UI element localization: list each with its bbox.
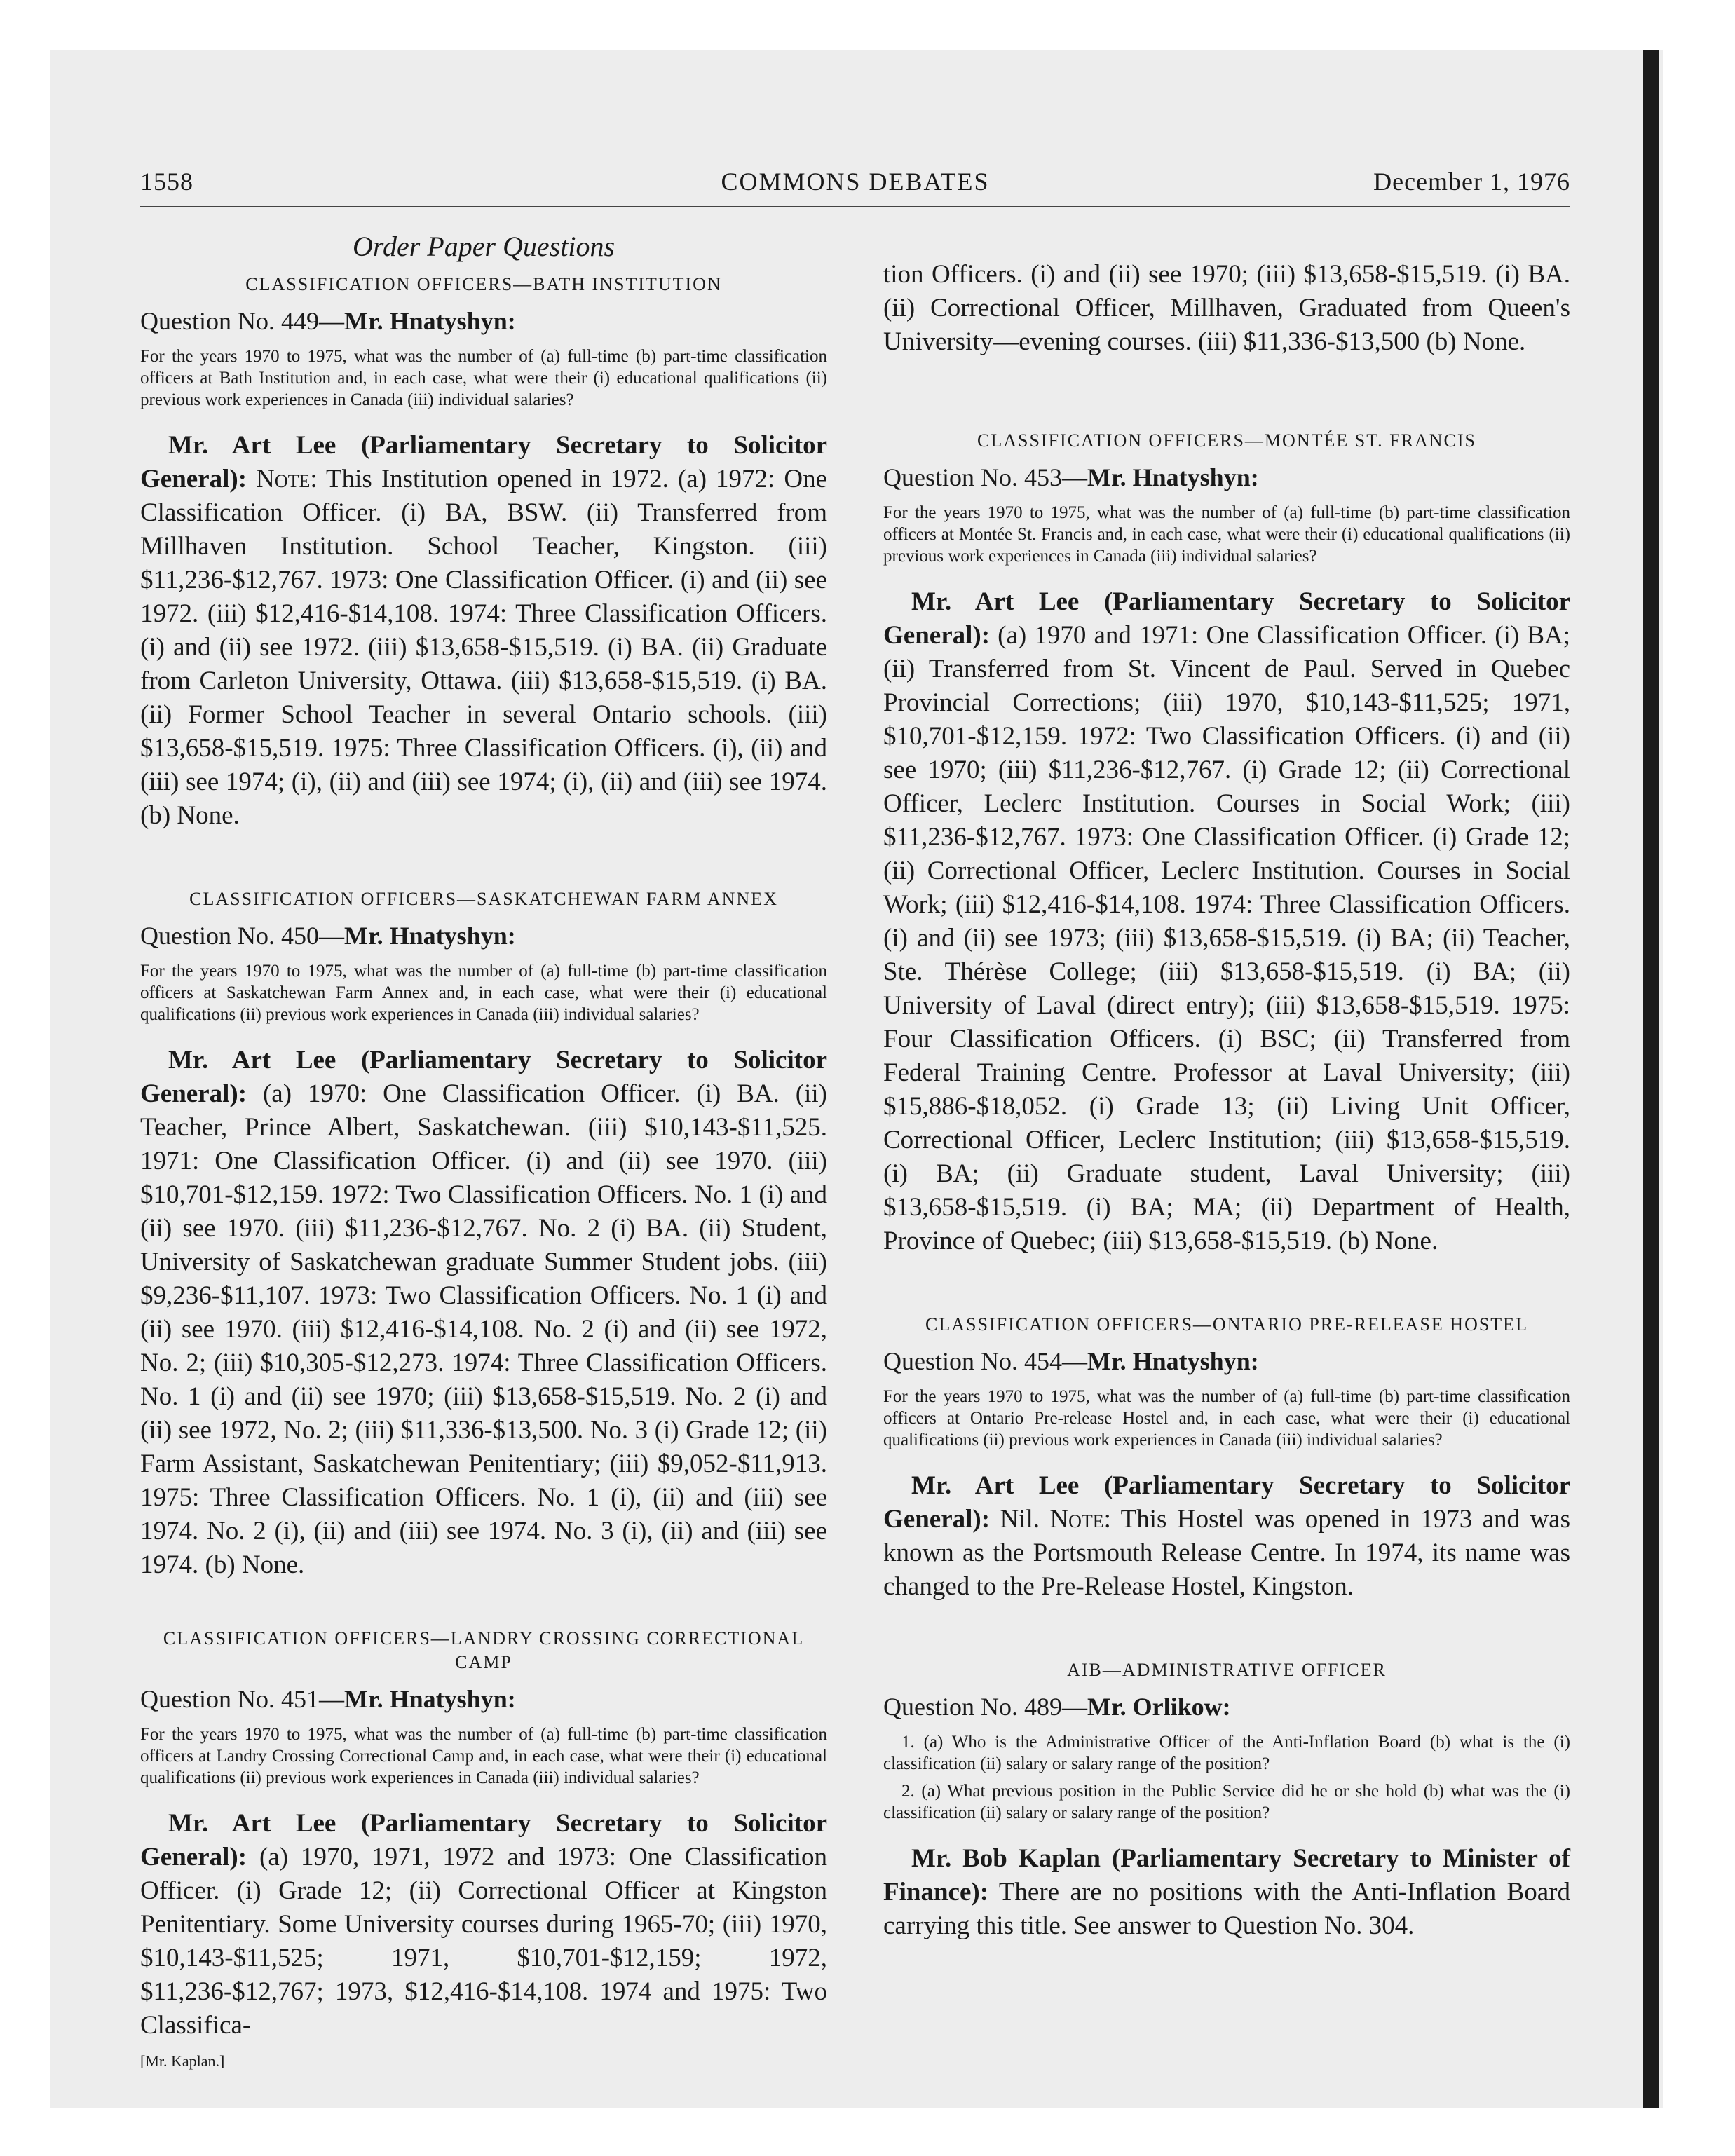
question-number: Question No. 489— bbox=[883, 1693, 1087, 1721]
answer-453 bbox=[883, 585, 1570, 1258]
question-453-heading bbox=[883, 463, 1570, 492]
answer-489 bbox=[883, 1842, 1570, 1943]
question-450-text: For the years 1970 to 1975, what was the number of (a) full-time (b) part-time classification officers at Saskatchewan Farm Annex and, in each case, what were their (i) educational qualifications (ii) previous work experiences in Canada (iii) individual salaries? bbox=[140, 962, 827, 1024]
left-column bbox=[140, 216, 827, 2070]
publication-title: COMMONS DEBATES bbox=[721, 168, 990, 196]
section-title-449: CLASSIFICATION OFFICERS—BATH INSTITUTION bbox=[245, 274, 722, 294]
answer-451 bbox=[140, 1807, 827, 2042]
answer-text: (a) 1970 and 1971: One Classification Officer. (i) BA; (ii) Transferred from St. Vincent de Paul. Served in Quebec Provincial Corrections; (iii) 1970, $10,143-$11,525; 1971, $10,701-$12,159. 1972: Two Classification Officers. (i) and (ii) see 1970; (iii) $11,236-$12,767. (i) Grade 12; (ii) Correctional Officer, Leclerc Institution. Courses in Social Work; (iii) $11,236-$12,767. 1973: One Classification Officer. (i) Grade 12; (ii) Correctional Officer, Leclerc Institution. Courses in Social Work; (iii) $12,416-$14,108. 1974: Three Classification Officers. (i) and (ii) see 1973; (iii) $13,658-$15,519. (i) BA; (ii) Teacher, Ste. Thérèse College; (iii) $13,658-$15,519. (i) BA; (ii) University of Laval (direct entry); (iii) $13,658-$15,519. 1975: Four Classification Officers. (i) BSC; (ii) Transferred from Federal Training Centre. Professor at Laval University; (iii) $15,886-$18,052. (i) Grade 13; (ii) Living Unit Officer, Correctional Officer, Leclerc Institution; (iii) $13,658-$15,519. (i) BA; (ii) Graduate student, Laval University; (iii) $13,658-$15,519. (i) BA; MA; (ii) Department of Health, Province of Quebec; (iii) $13,658-$15,519. (b) None. bbox=[883, 621, 1570, 1255]
answer-note-label: Note: bbox=[1049, 1505, 1111, 1534]
answer-text: (a) 1970, 1971, 1972 and 1973: One Classification Officer. (i) Grade 12; (ii) Correctional Officer at Kingston Penitentiary. Some University courses during 1965-70; (iii) 1970, $10,143-$11,525; 1971, $10,701-$12,159; 1972, $11,236-$12,767; 1973, $12,416-$14,108. 1974 and 1975: Two Classifica- bbox=[140, 1843, 828, 2040]
section-title-453: CLASSIFICATION OFFICERS—MONTÉE ST. FRANCIS bbox=[977, 430, 1476, 451]
answer-text: This Institution opened in 1972. (a) 1972: One Classification Officer. (i) BA, BSW. (ii) Transferred from Millhaven Institution. School Teacher, Kingston. (iii) $11,236-$12,767. 1973: One Classification Officer. (i) and (ii) see 1972. (iii) $12,416-$14,108. 1974: Three Classification Officers. (i) and (ii) see 1972. (iii) $13,658-$15,519. (i) BA. (ii) Graduate from Carleton University, Ottawa. (iii) $13,658-$15,519. (i) BA. (ii) Former School Teacher in several Ontario schools. (iii) $13,658-$15,519. 1975: Three Classification Officers. (i), (ii) and (iii) see 1974; (i), (ii) and (iii) see 1974; (i), (ii) and (iii) see 1974. (b) None. bbox=[140, 465, 828, 830]
answer-speaker: Mr. Art Lee (Parliamentary Secretary to Solicitor General): bbox=[883, 1471, 1570, 1534]
answer-note-label: Note: bbox=[256, 465, 318, 493]
footnote-speaker: [Mr. Kaplan.] bbox=[140, 2052, 225, 2070]
question-member: Mr. Hnatyshyn: bbox=[1087, 463, 1259, 491]
question-member: Mr. Hnatyshyn: bbox=[344, 922, 516, 950]
question-451-heading bbox=[140, 1684, 827, 1714]
answer-450 bbox=[140, 1044, 827, 1582]
answer-text: There are no positions with the Anti-Inflation Board carrying this title. See answer to Question No. 304. bbox=[883, 1878, 1570, 1940]
page-header bbox=[140, 167, 1570, 207]
question-member: Mr. Hnatyshyn: bbox=[344, 1685, 516, 1713]
question-489-part-1: 1. (a) Who is the Administrative Officer of the Anti-Inflation Board (b) what is the (i) classification (ii) salary or salary range of the position? bbox=[883, 1733, 1570, 1773]
question-454-heading bbox=[883, 1346, 1570, 1376]
answer-speaker: Mr. Art Lee (Parliamentary Secretary to Solicitor General): bbox=[883, 587, 1570, 650]
answer-speaker: Mr. Art Lee (Parliamentary Secretary to Solicitor General): bbox=[140, 431, 827, 493]
scanned-page bbox=[50, 50, 1663, 2108]
question-number: Question No. 454— bbox=[883, 1347, 1087, 1375]
question-member: Mr. Hnatyshyn: bbox=[1087, 1347, 1259, 1375]
question-451-text: For the years 1970 to 1975, what was the number of (a) full-time (b) part-time classification officers at Landry Crossing Correctional Camp and, in each case, what were their (i) educational qualifications (ii) previous work experiences in Canada (iii) individual salaries? bbox=[140, 1725, 827, 1787]
question-489-heading bbox=[883, 1692, 1570, 1721]
right-column bbox=[883, 258, 1570, 1943]
section-title-450: CLASSIFICATION OFFICERS—SASKATCHEWAN FARM ANNEX bbox=[189, 889, 778, 909]
question-449-heading bbox=[140, 306, 827, 336]
question-number: Question No. 450— bbox=[140, 922, 344, 950]
question-number: Question No. 449— bbox=[140, 307, 344, 335]
answer-text: This Hostel was opened in 1973 and was known as the Portsmouth Release Centre. In 1974, its name was changed to the Pre-Release Hostel, Kingston. bbox=[883, 1505, 1570, 1601]
question-449-text: For the years 1970 to 1975, what was the number of (a) full-time (b) part-time classification officers at Bath Institution and, in each case, what were their (i) educational qualifications (ii) previous work experiences in Canada (iii) individual salaries? bbox=[140, 347, 827, 409]
section-title-454: CLASSIFICATION OFFICERS—ONTARIO PRE-RELEASE HOSTEL bbox=[925, 1314, 1528, 1335]
answer-454 bbox=[883, 1469, 1570, 1604]
issue-date: December 1, 1976 bbox=[1373, 168, 1570, 196]
answer-pre: Nil. bbox=[1000, 1505, 1040, 1534]
answer-speaker: Mr. Bob Kaplan (Parliamentary Secretary to Minister of Finance): bbox=[883, 1844, 1570, 1906]
section-main-title: Order Paper Questions bbox=[352, 231, 615, 262]
page-number: 1558 bbox=[140, 168, 193, 196]
question-number: Question No. 451— bbox=[140, 1685, 344, 1713]
question-450-heading bbox=[140, 921, 827, 950]
question-member: Mr. Hnatyshyn: bbox=[344, 307, 516, 335]
question-489-part-2: 2. (a) What previous position in the Public Service did he or she hold (b) what was the (i) classification (ii) salary or salary range of the position? bbox=[883, 1782, 1570, 1822]
question-454-text: For the years 1970 to 1975, what was the number of (a) full-time (b) part-time classification officers at Ontario Pre-release Hostel and, in each case, what were their (i) educational qualifications (ii) previous work experiences in Canada (iii) individual salaries? bbox=[883, 1387, 1570, 1449]
binding-edge bbox=[1643, 50, 1659, 2108]
section-title-451: CLASSIFICATION OFFICERS—LANDRY CROSSING CORRECTIONAL CAMP bbox=[163, 1628, 805, 1672]
question-number: Question No. 453— bbox=[883, 463, 1087, 491]
question-member: Mr. Orlikow: bbox=[1087, 1693, 1231, 1721]
answer-text: (a) 1970: One Classification Officer. (i) BA. (ii) Teacher, Prince Albert, Saskatchewan. (iii) $10,143-$11,525. 1971: One Classification Officer. (i) and (ii) see 1970. (iii) $10,701-$12,159. 1972: Two Classification Officers. No. 1 (i) and (ii) see 1970. (iii) $11,236-$12,767. No. 2 (i) BA. (ii) Student, University of Saskatchewan graduate Summer Student jobs. (iii) $9,236-$11,107. 1973: Two Classification Officers. No. 1 (i) and (ii) see 1970. (iii) $12,416-$14,108. No. 2 (i) and (ii) see 1972, No. 2; (iii) $10,305-$12,273. 1974: Three Classification Officers. No. 1 (i) and (ii) see 1970; (iii) $13,658-$15,519. No. 2 (i) and (ii) see 1972, No. 2; (iii) $11,336-$13,500. No. 3 (i) Grade 12; (ii) Farm Assistant, Saskatchewan Penitentiary; (iii) $9,052-$11,913. 1975: Three Classification Officers. No. 1 (i), (ii) and (iii) see 1974. No. 2 (i), (ii) and (iii) see 1974. No. 3 (i), (ii) and (iii) see 1974. (b) None. bbox=[140, 1079, 827, 1579]
answer-449 bbox=[140, 429, 827, 833]
section-title-489: AIB—ADMINISTRATIVE OFFICER bbox=[1067, 1660, 1387, 1680]
answer-451-continued: tion Officers. (i) and (ii) see 1970; (iii) $13,658-$15,519. (i) BA. (ii) Correctional Officer, Millhaven, Graduated from Queen's University—evening courses. (iii) $11,336-$13,500 (b) None. bbox=[883, 260, 1570, 356]
answer-speaker: Mr. Art Lee (Parliamentary Secretary to Solicitor General): bbox=[140, 1809, 827, 1871]
answer-speaker: Mr. Art Lee (Parliamentary Secretary to Solicitor General): bbox=[140, 1046, 827, 1108]
question-453-text: For the years 1970 to 1975, what was the number of (a) full-time (b) part-time classification officers at Montée St. Francis and, in each case, what were their (i) educational qualifications (ii) previous work experiences in Canada (iii) individual salaries? bbox=[883, 503, 1570, 566]
